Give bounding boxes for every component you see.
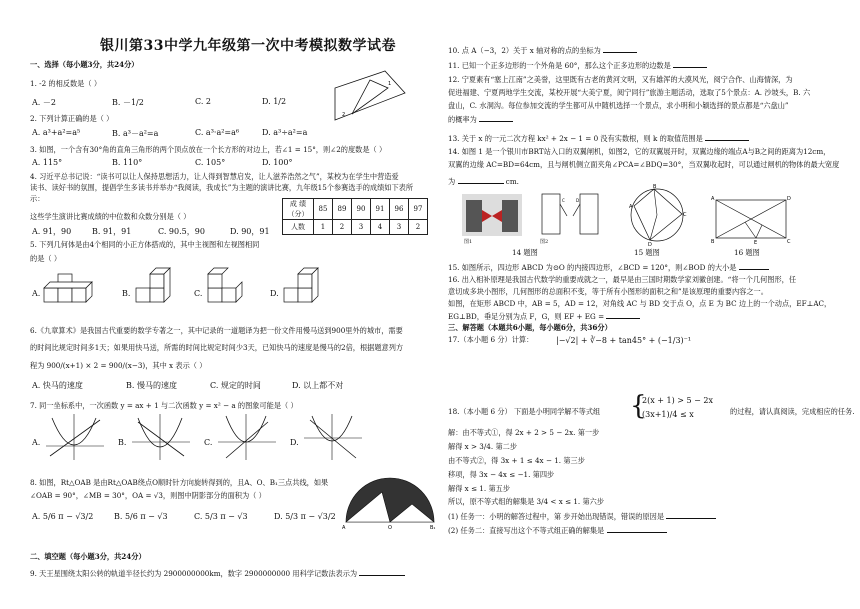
q18-step4: 移项，得 3x − 4x ≤ −1. 第四步 <box>448 470 555 479</box>
q6-option-a: A. 快马的速度 <box>32 381 83 390</box>
svg-text:C: C <box>562 198 565 203</box>
q4-stem-line3: 示： <box>30 194 45 203</box>
svg-text:C: C <box>683 212 687 218</box>
q4-option-a: A. 91，90 <box>32 227 72 236</box>
q18-tail: 的过程，请认真阅读，完成相应的任务. <box>730 407 855 416</box>
svg-text:O: O <box>388 525 392 530</box>
q18-task1-text: (1) 任务一：小明的解答过程中，第 步开始出现错误，错误的原因是 <box>448 512 665 521</box>
q14-line2: 双翼的边缘 AC=BD=64cm，且与闸机侧立面夹角∠PCA=∠BDQ=30°，当双翼收起时，可以通过闸机的物体的最大宽度 <box>448 160 840 169</box>
q4-table-count: 4 <box>371 220 390 235</box>
q2-option-b: B. a³－a²=a <box>112 129 159 138</box>
q3-option-b: B. 110° <box>112 158 143 167</box>
q4-table-count: 1 <box>314 220 333 235</box>
q8-option-c: C. 5/3 π − √3 <box>194 512 248 521</box>
q15-figure <box>624 184 690 246</box>
q16-line2: 意切成多块小图形，几何图形的总面积不变，等于所有小图形的面积之和”是该原理的重要内容之一。 <box>448 287 768 296</box>
q18-step3: 由不等式②，得 3x + 1 ≤ 4x − 1. 第三步 <box>448 456 585 465</box>
q5-stem-line1: 5. 下列几何体是由4个相同的小正方体搭成的，其中主视图和左视图相同 <box>30 240 260 249</box>
q12-text: 的概率为 <box>448 115 477 124</box>
svg-text:2: 2 <box>342 112 346 118</box>
q5-cubes-b <box>132 266 182 306</box>
q17-expression: |−√2| + ∛−8 + tan45° + (−1/3)⁻¹ <box>556 336 692 345</box>
q1-option-c: C. 2 <box>195 97 212 106</box>
q3-option-a: A. 115° <box>32 158 63 167</box>
q16-line4 <box>448 311 640 321</box>
q10-answer-blank[interactable] <box>603 45 637 53</box>
q7-graph-d <box>302 412 364 462</box>
q2-option-a: A. a³+a²=a⁵ <box>32 128 81 137</box>
q18-inequality-1: 2(x + 1) > 5 − 2x <box>642 396 713 405</box>
q18-step5: 解得 x ≤ 1. 第五步 <box>448 484 511 493</box>
q14-line1: 14. 如图 1 是一个银川市BRT站入口的双翼闸机，如图2，它的双翼展开时，双翼边缘的端点A与B之间的距离为12cm， <box>448 147 831 156</box>
q6-option-d: D. 以上都不对 <box>292 381 344 390</box>
q18-task2 <box>448 525 667 535</box>
q4-table-count: 3 <box>352 220 371 235</box>
q18-task2-blank[interactable] <box>607 525 667 533</box>
q15-stem <box>448 262 769 272</box>
q16-line3: 如图，在矩形 ABCD 中，AB = 5，AD = 12，对角线 AC 与 BD 交于点 O，点 E 为 BC 边上的一个动点，EF⊥AC， <box>448 299 832 308</box>
q11-text: 11. 已知一个正多边形的一个外角是 60°，那么这个正多边形的边数是 <box>448 61 671 70</box>
q1-option-a: A. －2 <box>32 98 56 107</box>
q4-score-table <box>282 198 428 235</box>
q6-option-c: C. 规定的时间 <box>210 381 261 390</box>
q12-line3: 盘山，C. 水洞沟。每位参加交流的学生都可从中随机选择一个景点，求小明和小颖选择的景点都是“六盘山” <box>448 101 789 110</box>
q15-figure-caption: 15 题图 <box>634 248 660 257</box>
svg-text:B: B <box>653 184 657 190</box>
q18-intro: 18.（本小题 6 分） 下面是小明同学解不等式组 <box>448 407 601 416</box>
svg-text:D: D <box>787 196 791 202</box>
q4-table-count: 2 <box>333 220 352 235</box>
q14-caption-fig1: 图1 <box>464 239 473 245</box>
q18-task2-text: (2) 任务二：直接写出这个不等式组正确的解集是 <box>448 526 605 535</box>
q7-graph-c <box>216 412 278 462</box>
q4-table-count-label: 人数 <box>283 220 314 235</box>
svg-text:A: A <box>629 204 633 210</box>
q14-diagram <box>538 190 602 240</box>
svg-text:D: D <box>648 242 652 246</box>
q16-line1: 16. 出入相补原理是我国古代数学的重要成就之一，最早是由三国时期数学家刘徽创建。“将一个几何图形，任 <box>448 275 797 284</box>
section-fill-heading: 二、填空题（每小题3分，共24分） <box>30 552 146 561</box>
svg-text:B: B <box>711 239 715 244</box>
q18-inequality-2: (3x+1)/4 ≤ x <box>642 410 694 419</box>
q10-stem <box>448 45 637 55</box>
q4-stem-line1: 4. 习近平总书记说：“读书可以让人保持思想活力，让人得到智慧启发，让人滋养浩然之气”，某校为在学生中营造爱 <box>30 172 399 181</box>
q1-stem: 1. -2 的相反数是（ ） <box>30 79 102 88</box>
svg-text:E: E <box>754 240 758 244</box>
q9-stem <box>30 568 405 578</box>
q14-unit: cm. <box>505 177 519 186</box>
q5-stem-line2: 的是（ ） <box>30 254 62 263</box>
q15-answer-blank[interactable] <box>739 262 769 270</box>
q14-photo-gate <box>462 194 522 236</box>
q5-option-c: C. <box>194 289 203 298</box>
q2-option-c: C. a³·a²=a⁶ <box>195 128 240 137</box>
q12-line1: 12. 宁夏素有“塞上江南”之美誉，这里既有古老的黄河文明，又有雄浑的大漠风光，阅宁合作、山海情深，为 <box>448 75 793 84</box>
q6-stem-line3: 程为 900/(x+1) × 2 = 900/(x−3)，其中 x 表示（ ） <box>30 361 207 370</box>
svg-text:A: A <box>342 525 346 530</box>
q6-stem-line1: 6.《九章算术》是我国古代重要的数学专著之一，其中记录的一道题译为把一份文件用慢马送到900里外的城市，需要 <box>30 326 403 335</box>
q7-graph-a <box>44 412 106 462</box>
q13-text: 13. 关于 x 的一元二次方程 kx² + 2x − 1 = 0 没有实数根，则 k 的取值范围是 <box>448 134 703 143</box>
q14-figure-caption: 14 题图 <box>512 248 538 257</box>
q12-line2: 促进福建、宁夏两地学生交流，某校开展“大美宁夏，阅宁同行”旅游主题活动，选取了5个景点：A. 沙坡头，B. 六 <box>448 88 811 97</box>
q4-table-score-label: 成 绩（分） <box>283 199 314 220</box>
q5-option-d: D. <box>270 289 279 298</box>
svg-text:C: C <box>787 239 791 244</box>
q16-figure <box>710 194 794 244</box>
q14-answer-blank[interactable] <box>458 176 504 184</box>
q15-text: 15. 如图所示，四边形 ABCD 为⊙O 的内接四边形，∠BCD = 120°，则∠BOD 的大小是 <box>448 263 737 272</box>
q3-option-c: C. 105° <box>195 158 226 167</box>
q14-line3 <box>448 176 519 186</box>
q8-option-a: A. 5/6 π − √3/2 <box>32 512 94 521</box>
q4-question: 这些学生演讲比赛成绩的中位数和众数分别是（ ） <box>30 212 191 221</box>
q4-table-score: 85 <box>314 199 333 220</box>
q3-option-d: D. 100° <box>262 158 293 167</box>
q8-option-b: B. 5/6 π − √3 <box>114 512 168 521</box>
q18-step6: 所以，原不等式组的解集是 3/4 < x ≤ 1. 第六步 <box>448 497 605 506</box>
q4-option-b: B. 91，91 <box>92 227 132 236</box>
q5-cubes-c <box>204 266 254 306</box>
svg-text:B₁: B₁ <box>430 525 436 530</box>
q4-table-score: 96 <box>390 199 409 220</box>
q4-option-d: D. 90，91 <box>230 227 270 236</box>
q18-task1-blank[interactable] <box>666 511 716 519</box>
q5-option-b: B. <box>122 289 131 298</box>
q1-option-b: B. －1/2 <box>112 98 144 107</box>
q6-stem-line2: 的时间比规定时间多1天；如果用快马送，所需的时间比规定时间少3天，已知快马的速度是慢马的2倍，根据题意列方 <box>30 343 404 352</box>
q8-figure <box>342 474 438 530</box>
q7-stem: 7. 同一坐标系中，一次函数 y = ax + 1 与二次函数 y = x² − a 的图象可能是（ ） <box>30 401 298 410</box>
q4-table-score: 90 <box>352 199 371 220</box>
q12-answer-blank[interactable] <box>479 114 513 122</box>
svg-text:1: 1 <box>388 81 392 87</box>
q7-option-d: D. <box>290 438 299 447</box>
q14-caption-fig2: 图2 <box>540 239 549 245</box>
q9-text: 9. 天王星围绕太阳公转的轨道半径长约为 2900000000km，数字 2900000000 用科学记数法表示为 <box>30 569 358 578</box>
q7-graph-b <box>130 412 192 462</box>
q4-table-score: 89 <box>333 199 352 220</box>
q5-option-a: A. <box>32 289 41 298</box>
q13-answer-blank[interactable] <box>705 133 749 141</box>
q18-task1 <box>448 511 716 521</box>
section-solve-heading: 三、解答题（本题共6小题，每小题6分，共36分） <box>448 323 612 332</box>
q2-stem: 2. 下列计算正确的是（ ） <box>30 114 114 123</box>
q1-option-d: D. 1/2 <box>262 97 287 106</box>
q6-option-b: B. 慢马的速度 <box>126 381 177 390</box>
q12-line4 <box>448 114 513 124</box>
q18-step1: 解：由不等式①，得 2x + 2 > 5 − 2x. 第一步 <box>448 428 600 437</box>
exam-title: 银川第33中学九年级第一次中考模拟数学试卷 <box>100 38 396 54</box>
q11-stem <box>448 60 707 70</box>
section-choice-heading: 一、选择（每小题3分，共24分） <box>30 60 139 69</box>
q4-option-c: C. 90.5，90 <box>158 227 205 236</box>
q4-table-score: 97 <box>409 199 428 220</box>
q3-stem: 3. 如图，一个含有30°角的直角三角形的两个顶点放在一个长方形的对边上，若∠1 = 15°，则∠2的度数是（ ） <box>30 145 387 154</box>
q13-stem <box>448 133 749 143</box>
q18-step2: 解得 x > 3/4. 第二步 <box>448 442 518 451</box>
q14-text: 为 <box>448 177 456 186</box>
q16-text: EG⊥BD，垂足分别为点 F，G，则 EF + EG = <box>448 312 605 321</box>
q4-stem-line2: 读书、读好书的氛围，提倡学生多读书并举办“我阅读，我成长”为主题的演讲比赛，九年级15个参赛选手的成绩如下表所 <box>30 183 414 192</box>
q7-option-a: A. <box>32 438 41 447</box>
q18-brace: { <box>630 391 647 421</box>
q8-stem-line2: ∠OAB = 90°，∠MB = 30°，OA = √3，则图中阴影部分的面积为（ ） <box>30 491 266 500</box>
q10-text: 10. 点 A（−3，2）关于 x 轴对称的点的坐标为 <box>448 46 601 55</box>
q9-answer-blank[interactable] <box>359 568 405 576</box>
q5-cubes-a <box>42 270 102 304</box>
q7-option-c: C. <box>204 438 213 447</box>
q16-answer-blank[interactable] <box>606 311 640 319</box>
q17-stem: 17.（本小题 6 分）计算： <box>448 335 534 344</box>
q3-figure <box>330 68 410 126</box>
q7-option-b: B. <box>118 438 127 447</box>
q2-option-d: D. a³÷a²=a <box>262 128 308 137</box>
q16-figure-caption: 16 题图 <box>734 248 760 257</box>
svg-text:D: D <box>576 198 580 203</box>
q8-stem-line1: 8. 如图，Rt△OAB 是由Rt△OAB绕点O顺时针方向旋转得到的，且A、O、B₁三点共线，如果 <box>30 478 329 487</box>
q4-table-score: 91 <box>371 199 390 220</box>
q8-option-d: D. 5/3 π − √3/2 <box>274 512 336 521</box>
q4-table-count: 3 <box>390 220 409 235</box>
q4-table-count: 2 <box>409 220 428 235</box>
q11-answer-blank[interactable] <box>673 60 707 68</box>
q5-cubes-d <box>280 264 320 306</box>
svg-text:A: A <box>711 196 715 202</box>
